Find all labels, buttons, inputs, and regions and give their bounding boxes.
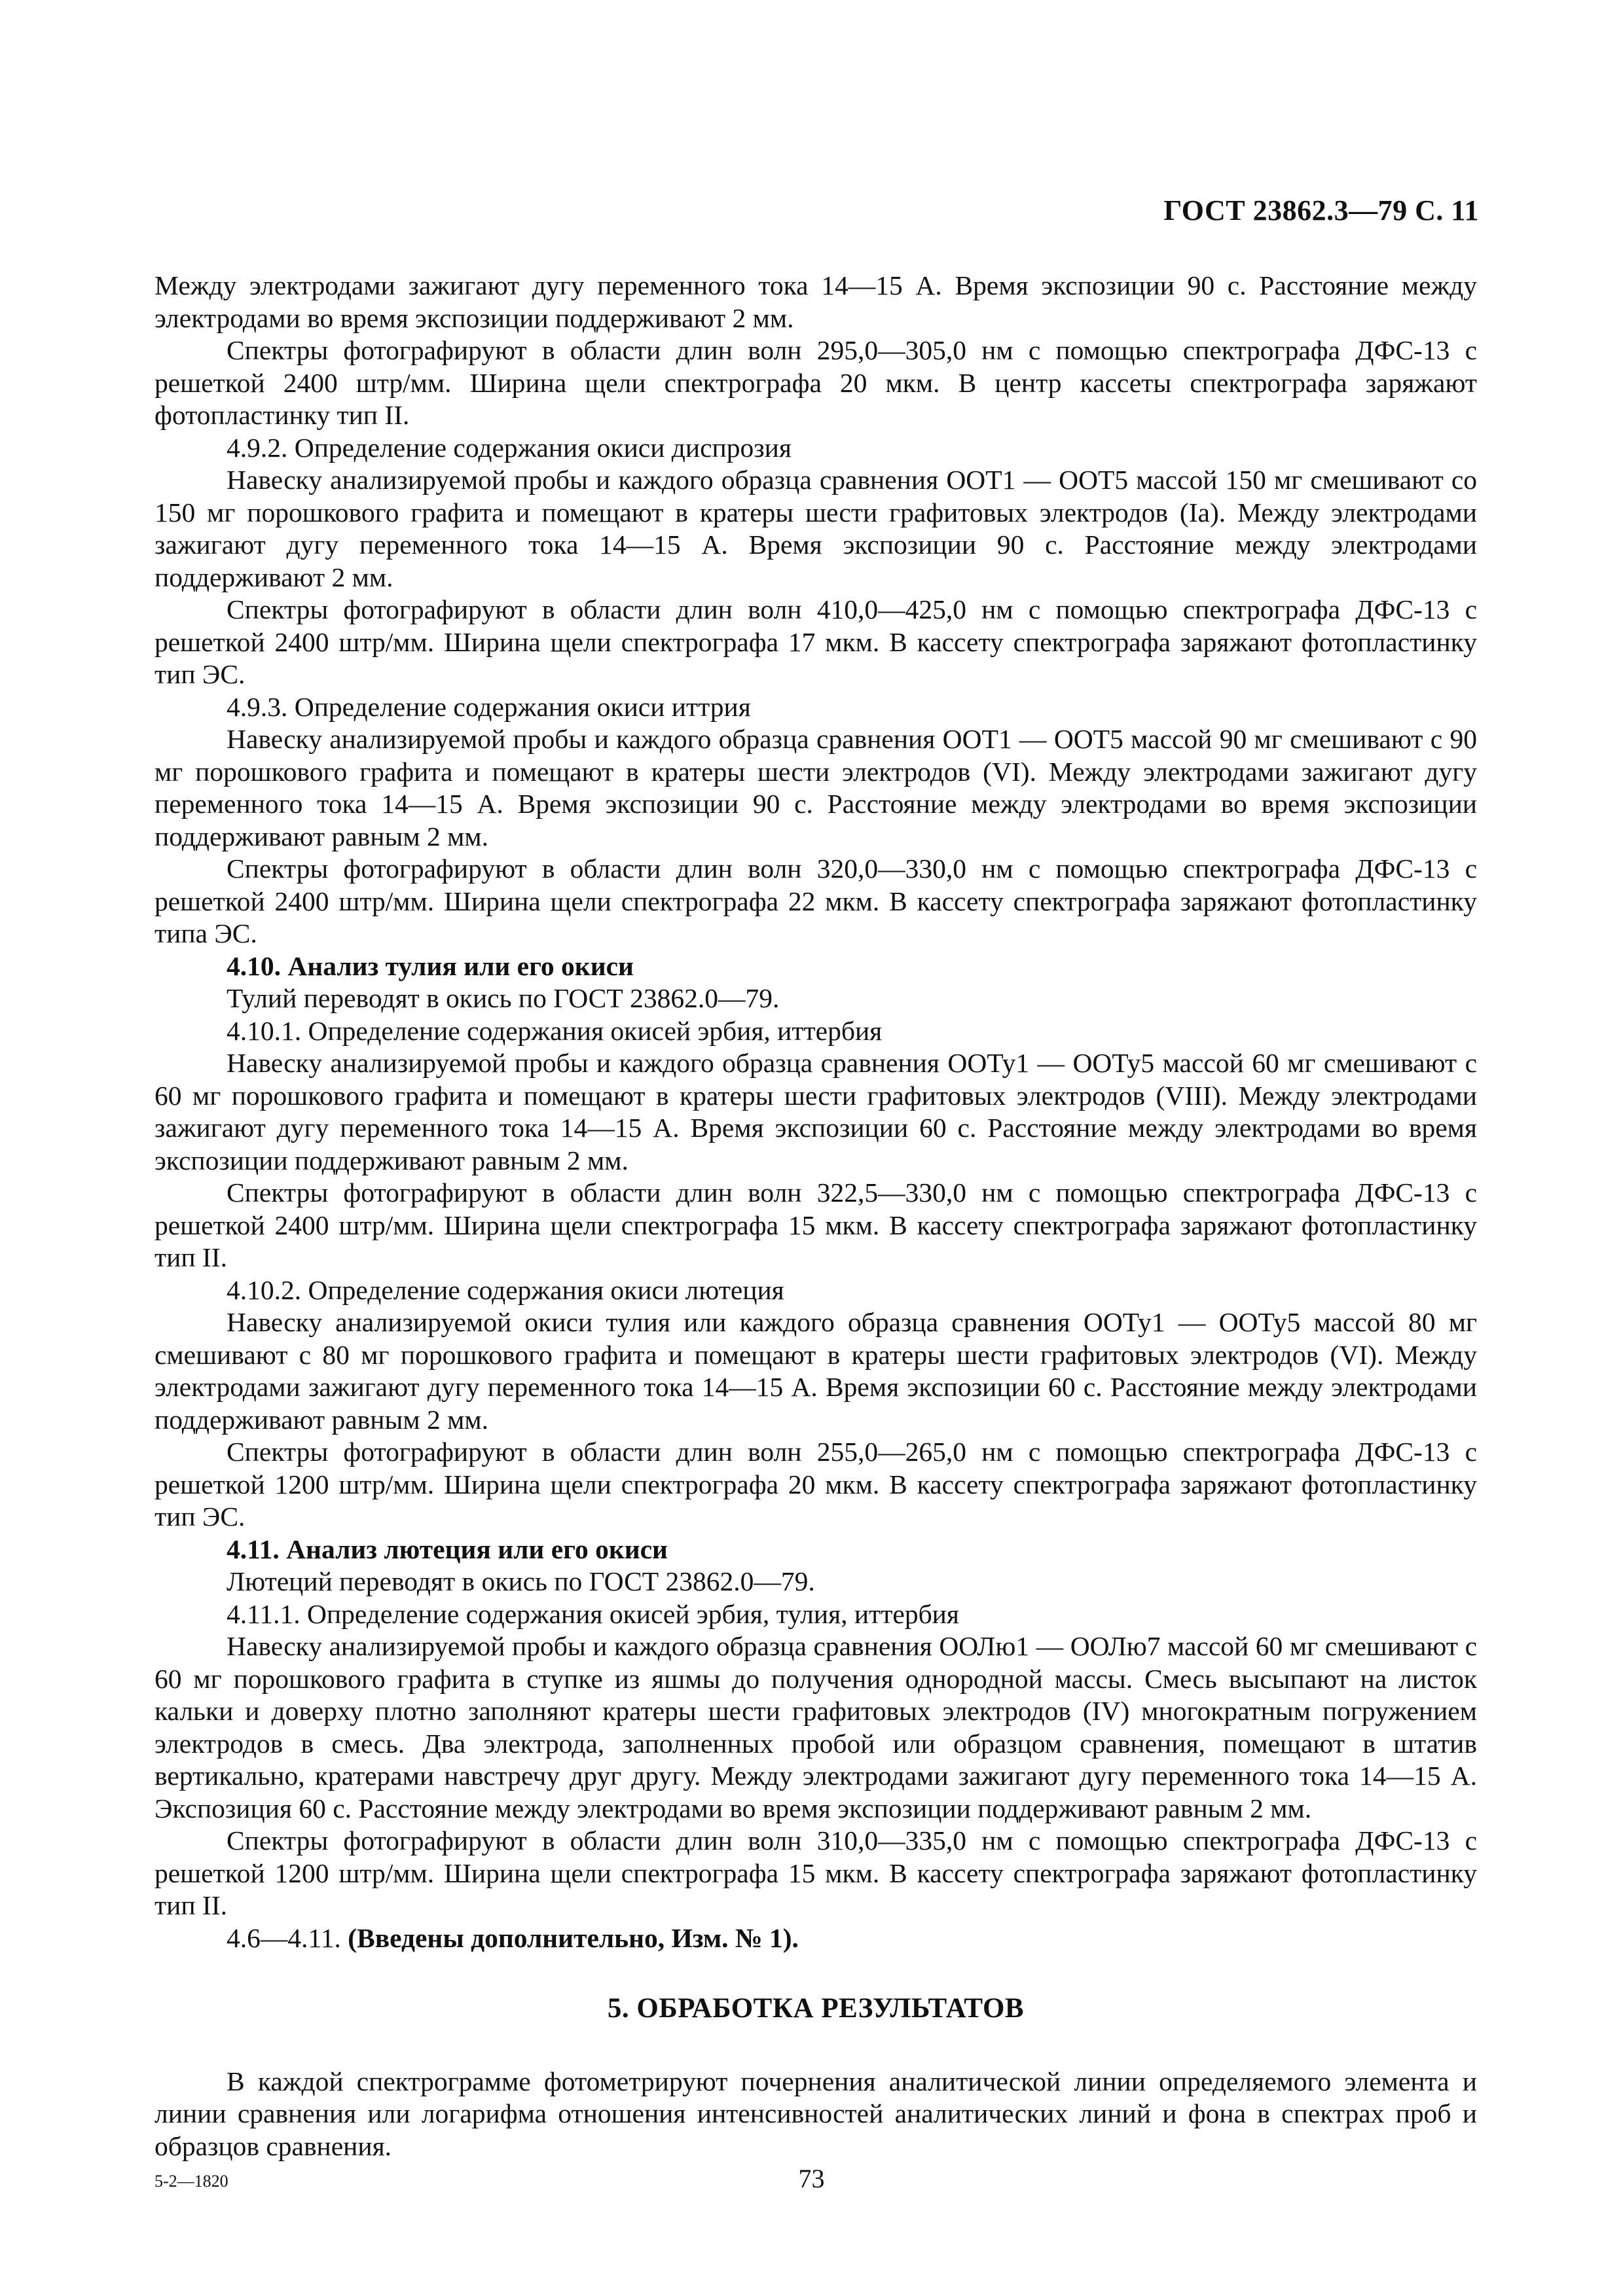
section-heading-4-10: 4.10. Анализ тулия или его окиси: [227, 950, 634, 981]
page-header-ref: ГОСТ 23862.3—79 С. 11: [1163, 194, 1479, 226]
paragraph: Спектры фотографируют в области длин волн 310,0—335,0 нм с помощью спектрографа ДФС-13 с решеткой 1200 штр/мм. Ширина щели спектрографа 15 мкм. В кассету спектрографа заряжают фотопластинку тип II.: [155, 1825, 1477, 1920]
subsection-heading-4-10-1: 4.10.1. Определение содержания окисей эрбия, иттербия: [227, 1015, 883, 1046]
paragraph: Спектры фотографируют в области длин волн 322,5—330,0 нм с помощью спектрографа ДФС-13 с решеткой 2400 штр/мм. Ширина щели спектрографа 15 мкм. В кассету спектрографа заряжают фотопластинку тип II.: [155, 1177, 1477, 1272]
paragraph: Навеску анализируемой окиси тулия или каждого образца сравнения ООТу1 — ООТу5 массой 80 мг смешивают с 80 мг порошкового графита и помещают в кратеры шести графитовых электродов (VI). Между электродами зажигают дугу переменного тока 14—15 А. Время экспозиции 60 с. Расстояние между электродами поддерживают равным 2 мм.: [155, 1307, 1477, 1435]
footer-print-code: 5-2—1820: [155, 2172, 228, 2191]
subsection-heading-4-9-3: 4.9.3. Определение содержания окиси иттрия: [227, 691, 751, 722]
paragraph: Спектры фотографируют в области длин волн 320,0—330,0 нм с помощью спектрографа ДФС-13 с решеткой 2400 штр/мм. Ширина щели спектрографа 22 мкм. В кассету спектрографа заряжают фотопластинку типа ЭС.: [155, 853, 1477, 948]
amendment-text: (Введены дополнительно, Изм. № 1).: [348, 1922, 799, 1953]
page-number: 73: [798, 2164, 825, 2193]
amendment-prefix: 4.6—4.11.: [227, 1922, 341, 1953]
document-body: [155, 270, 1477, 2162]
paragraph: Между электродами зажигают дугу переменного тока 14—15 А. Время экспозиции 90 с. Расстояние между электродами во время экспозиции поддерживают 2 мм.: [155, 270, 1477, 333]
section-5-title: 5. ОБРАБОТКА РЕЗУЛЬТАТОВ: [607, 1993, 1025, 2024]
subsection-heading-4-11-1: 4.11.1. Определение содержания окисей эрбия, тулия, иттербия: [227, 1598, 959, 1629]
paragraph: Навеску анализируемой пробы и каждого образца сравнения ООТ1 — ООТ5 массой 150 мг смешивают со 150 мг порошкового графита и помещают в кратеры шести графитовых электродов (Iа). Между электродами зажигают дугу переменного тока 14—15 А. Время экспозиции 90 с. Расстояние между электродами поддерживают 2 мм.: [155, 465, 1477, 592]
paragraph: Спектры фотографируют в области длин волн 295,0—305,0 нм с помощью спектрографа ДФС-13 с решеткой 2400 штр/мм. Ширина щели спектрографа 20 мкм. В центр кассеты спектрографа заряжают фотопластинку тип II.: [155, 335, 1477, 430]
subsection-heading-4-9-2: 4.9.2. Определение содержания окиси диспрозия: [227, 432, 792, 463]
subsection-heading-4-10-2: 4.10.2. Определение содержания окиси лютеция: [227, 1274, 784, 1305]
section-heading-4-11: 4.11. Анализ лютеция или его окиси: [227, 1534, 668, 1564]
paragraph: Навеску анализируемой пробы и каждого образца сравнения ООТ1 — ООТ5 массой 90 мг смешивают с 90 мг порошкового графита и помещают в кратеры шести электродов (VI). Между электродами зажигают дугу переменного тока 14—15 А. Время экспозиции 90 с. Расстояние между электродами во время экспозиции поддерживают равным 2 мм.: [155, 724, 1477, 852]
paragraph: Тулий переводят в окись по ГОСТ 23862.0—79.: [227, 983, 780, 1013]
paragraph: Спектры фотографируют в области длин волн 255,0—265,0 нм с помощью спектрографа ДФС-13 с решеткой 1200 штр/мм. Ширина щели спектрографа 20 мкм. В кассету спектрографа заряжают фотопластинку тип ЭС.: [155, 1437, 1477, 1532]
amendment-note: [155, 1922, 1477, 1955]
paragraph: Спектры фотографируют в области длин волн 410,0—425,0 нм с помощью спектрографа ДФС-13 с решеткой 2400 штр/мм. Ширина щели спектрографа 17 мкм. В кассету спектрографа заряжают фотопластинку тип ЭС.: [155, 594, 1477, 689]
paragraph: Навеску анализируемой пробы и каждого образца сравнения ООТу1 — ООТу5 массой 60 мг смешивают с 60 мг порошкового графита и помещают в кратеры шести графитовых электродов (VIII). Между электродами зажигают дугу переменного тока 14—15 А. Время экспозиции 60 с. Расстояние между электродами во время экспозиции поддерживают равным 2 мм.: [155, 1048, 1477, 1175]
paragraph: Навеску анализируемой пробы и каждого образца сравнения ООЛю1 — ООЛю7 массой 60 мг смешивают с 60 мг порошкового графита в ступке из яшмы до получения однородной массы. Смесь высыпают на листок кальки и доверху плотно заполняют кратеры шести графитовых электродов (IV) многократным погружением электродов в смесь. Два электрода, заполненных пробой или образцом сравнения, помещают в штатив вертикально, кратерами навстречу друг другу. Между электродами зажигают дугу переменного тока 14—15 А. Экспозиция 60 с. Расстояние между электродами во время экспозиции поддерживают равным 2 мм.: [155, 1631, 1477, 1823]
section-5-body: В каждой спектрограмме фотометрируют почернения аналитической линии определяемого элемента и линии сравнения или логарифма отношения интенсивностей аналитических линий и фона в спектрах проб и образцов сравнения.: [155, 2066, 1477, 2161]
paragraph: Лютеций переводят в окись по ГОСТ 23862.0—79.: [227, 1566, 815, 1596]
